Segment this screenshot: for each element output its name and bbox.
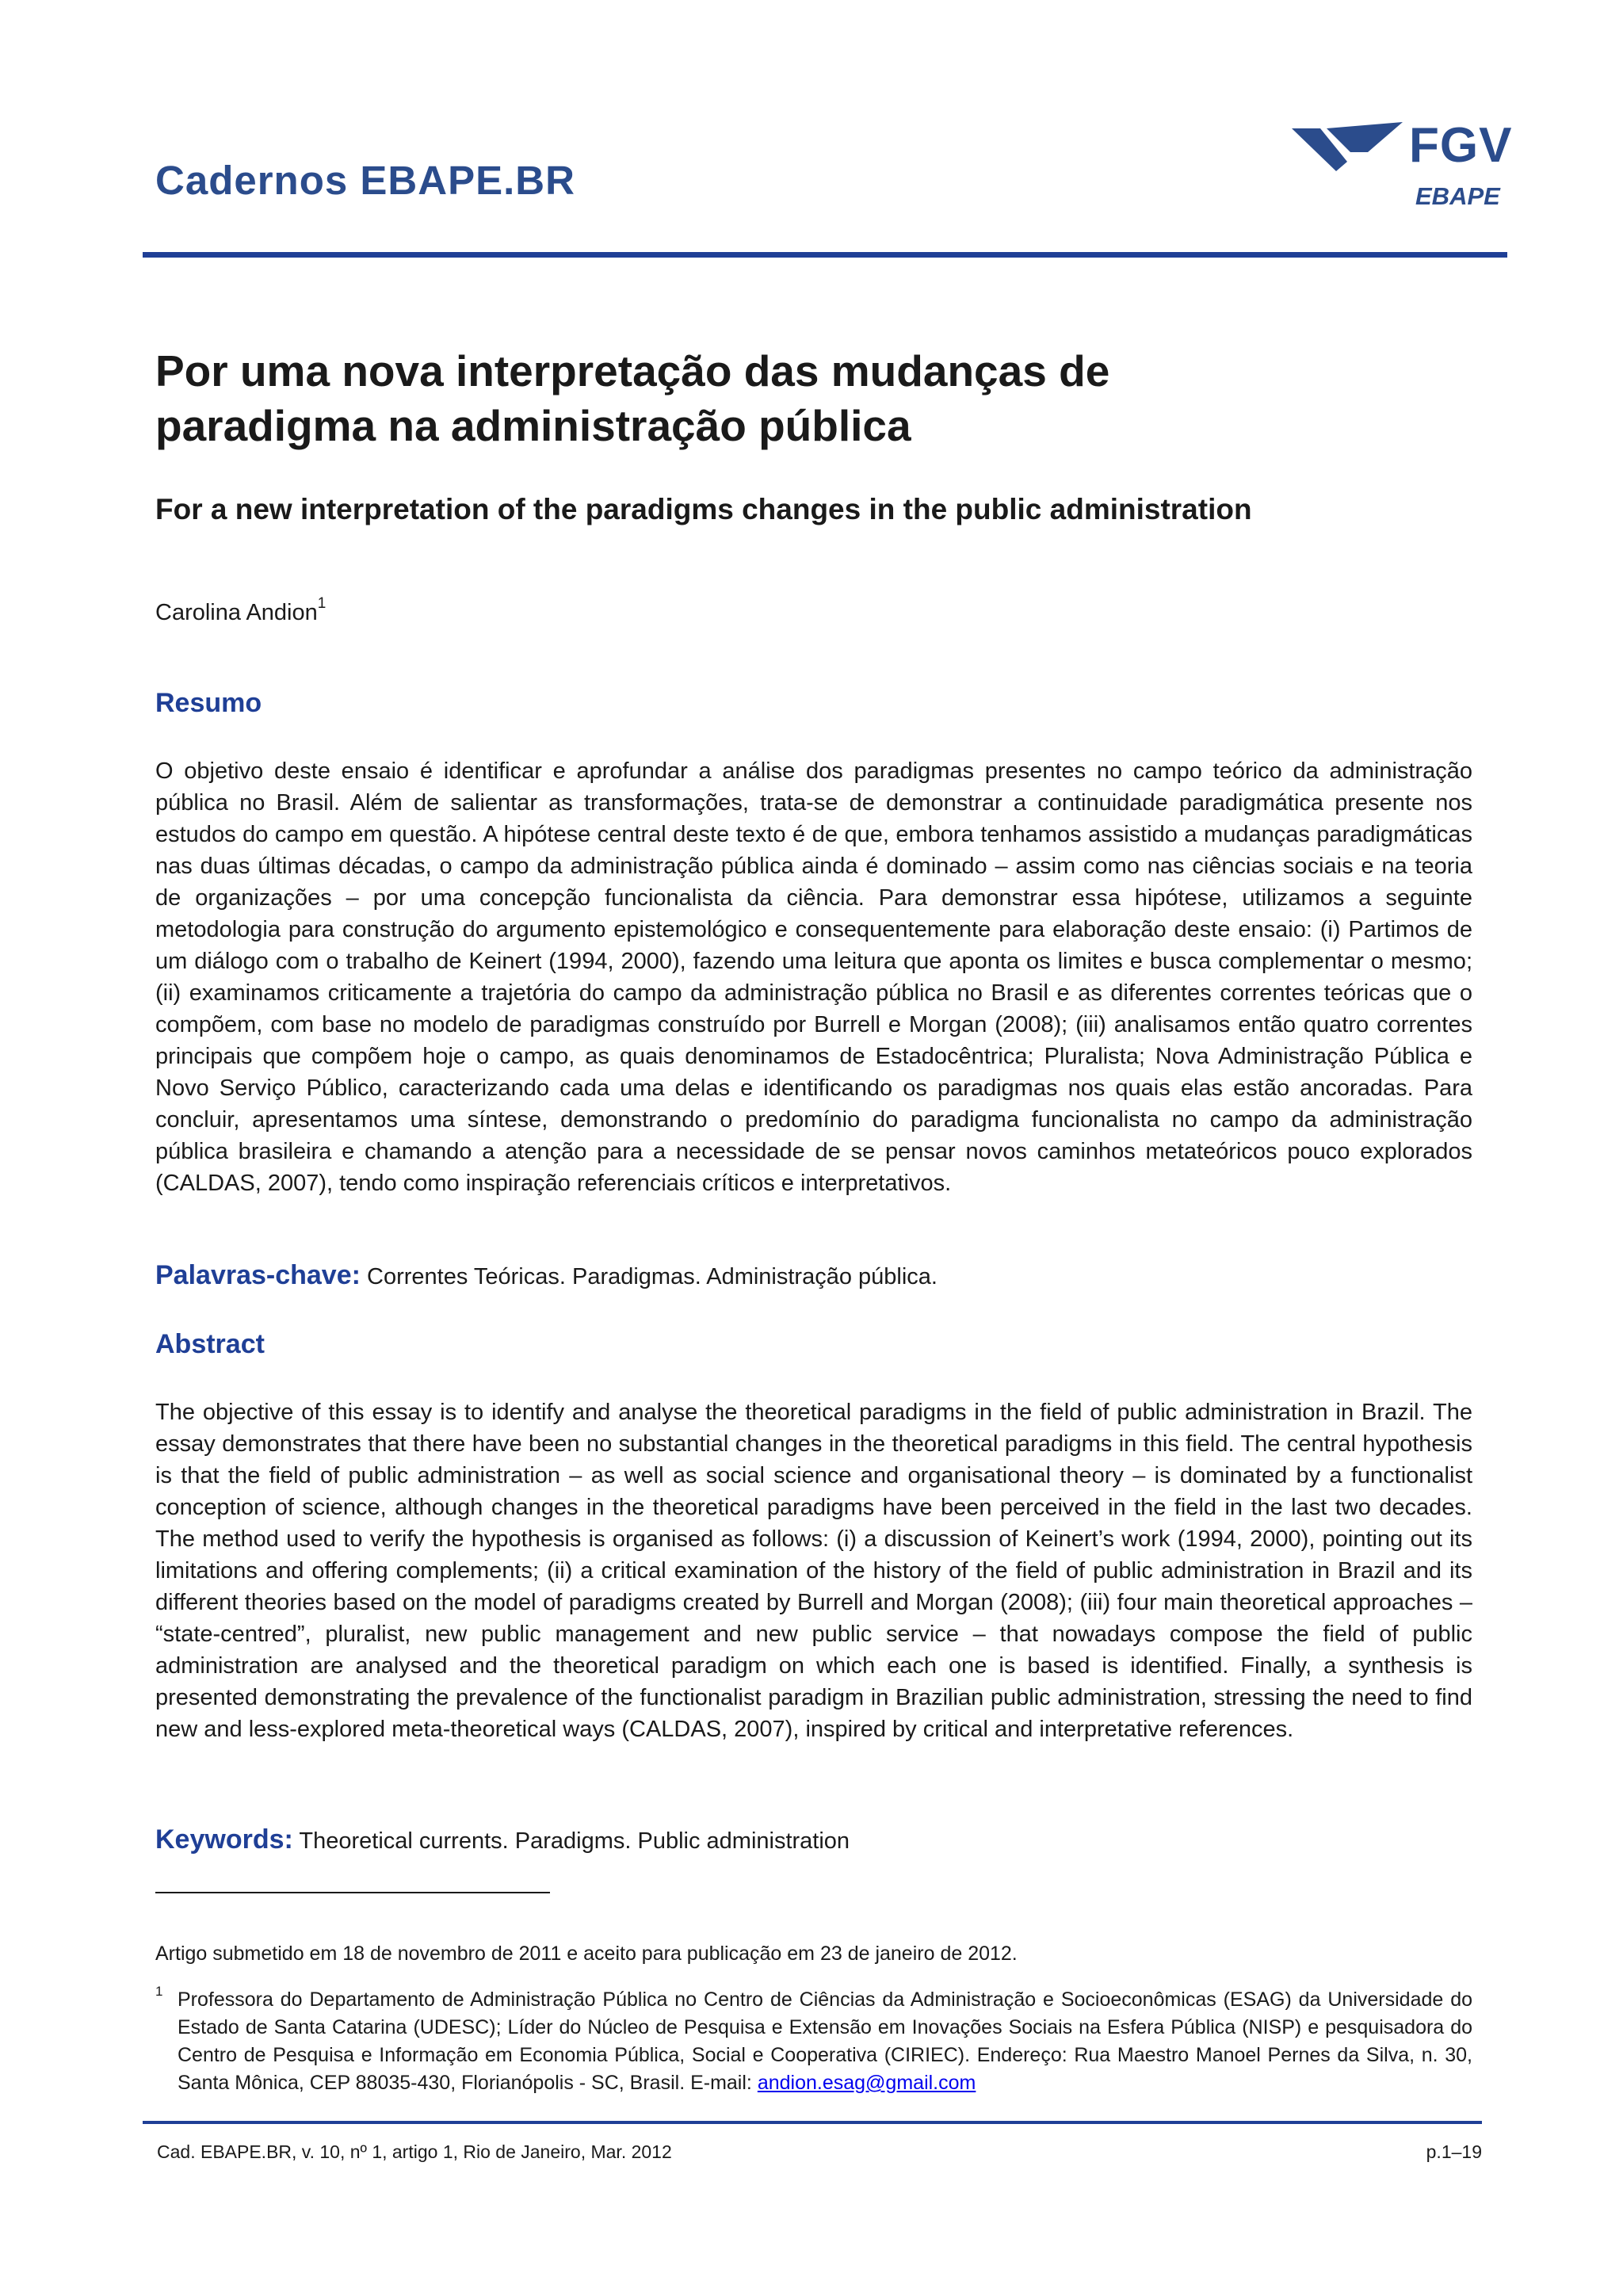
footnote-divider [155,1892,550,1893]
palavras-chave-label: Palavras-chave: [155,1260,361,1290]
author-line [155,595,327,626]
article-title [155,344,1503,453]
author-email-link[interactable]: andion.esag@gmail.com [757,2072,976,2094]
article-subtitle: For a new interpretation of the paradigms changes in the public administration [155,493,1252,525]
abstract-heading: Abstract [155,1329,265,1359]
author-footnote [178,1986,1472,2097]
abstract-text: The objective of this essay is to identify and analyse the theoretical paradigms in the field of public administration in Brazil. The essay demonstrates that there have been no substantial changes in the theoretical paradigms in this field. The central hypothesis is that the field of public administration – as well as social science and organisational theory – is dominated by a functionalist conception of science, although changes in the theoretical paradigms have been perceived in the field in the last two decades. The method used to verify the hypothesis is organised as follows: (i) a discussion of Keinert’s work (1994, 2000), pointing out its limitations and offering complements; (ii) a critical examination of the history of the field of public administration in Brazil and its different theories based on the model of paradigms created by Burrell and Morgan (2008); (iii) four main theoretical approaches – “state-centred”, pluralist, new public management and new public service – that nowadays compose the field of public administration are analysed and the theoretical paradigm on which each one is based is identified. Finally, a synthesis is presented demonstrating the prevalence of the functionalist paradigm in Brazilian public administration, stressing the need to find new and less-explored meta-theoretical ways (CALDAS, 2007), inspired by critical and interpretative references. [155,1400,1472,1742]
keywords-label: Keywords: [155,1824,293,1855]
palavras-chave-values: Correntes Teóricas. Paradigmas. Administração pública. [367,1264,938,1289]
fgv-wing-logo-icon [1292,120,1411,176]
author-footnote-text: Professora do Departamento de Administração Pública no Centro de Ciências da Administração e Socioeconômicas (ESAG) da Universidade do Estado de Santa Catarina (UDESC); Líder do Núcleo de Pesquisa e Extensão em Inovações Sociais na Esfera Pública (NISP) e pesquisadora do Centro de Pesquisa e Informação em Economia Pública, Social e Cooperativa (CIRIEC). Endereço: Rua Maestro Manoel Pernes da Silva, n. 30, Santa Mônica, CEP 88035-430, Florianópolis - SC, Brasil. E-mail: [178,1988,1472,2094]
logo-fgv-text: FGV [1409,118,1513,173]
journal-title: Cadernos EBAPE.BR [155,158,575,203]
author-footnote-ref[interactable]: 1 [317,595,327,612]
fgv-ebape-logo [1292,118,1513,216]
header-divider [143,252,1507,258]
article-title-line-2: paradigma na administração pública [155,401,911,450]
author-name: Carolina Andion [155,600,318,625]
footer-page-range: p.1–19 [1426,2141,1482,2162]
footer-citation: Cad. EBAPE.BR, v. 10, nº 1, artigo 1, Rio de Janeiro, Mar. 2012 [157,2141,672,2162]
keywords-values: Theoretical currents. Paradigms. Public administration [299,1828,850,1854]
resumo-heading: Resumo [155,688,262,718]
submission-note: Artigo submetido em 18 de novembro de 2011 e aceito para publicação em 23 de janeiro de 2012. [155,1943,1018,1965]
footnote-mark: 1 [155,1984,163,1999]
keywords-line [155,1824,850,1855]
palavras-chave-line [155,1260,938,1291]
footer-divider [143,2121,1482,2124]
resumo-text: O objetivo deste ensaio é identificar e aprofundar a análise dos paradigmas presentes no campo teórico da administração pública no Brasil. Além de salientar as transformações, trata-se de demonstrar a continuidade paradigmática presente nos estudos do campo em questão. A hipótese central deste texto é de que, embora tenhamos assistido a mudanças paradigmáticas nas duas últimas décadas, o campo da administração pública ainda é dominado – assim como nas ciências sociais e na teoria de organizações – por uma concepção funcionalista da ciência. Para demonstrar essa hipótese, utilizamos a seguinte metodologia para construção do argumento epistemológico e consequentemente para elaboração deste ensaio: (i) Partimos de um diálogo com o trabalho de Keinert (1994, 2000), fazendo uma leitura que aponta os limites e busca complementar o mesmo; (ii) examinamos criticamente a trajetória do campo da administração pública no Brasil e as diferentes correntes teóricas que o compõem, com base no modelo de paradigmas construído por Burrell e Morgan (2008); (iii) analisamos então quatro correntes principais que compõem hoje o campo, as quais denominamos de Estadocêntrica; Pluralista; Nova Administração Pública e Novo Serviço Público, caracterizando cada uma delas e identificando os paradigmas nos quais elas estão ancoradas. Para concluir, apresentamos uma síntese, demonstrando o predomínio do paradigma funcionalista no campo da administração pública brasileira e chamando a atenção para a necessidade de se pensar novos caminhos metateóricos pouco explorados (CALDAS, 2007), tendo como inspiração referenciais críticos e interpretativos. [155,758,1472,1196]
logo-ebape-text: EBAPE [1415,182,1500,210]
article-title-line-1: Por uma nova interpretação das mudanças de [155,346,1110,395]
